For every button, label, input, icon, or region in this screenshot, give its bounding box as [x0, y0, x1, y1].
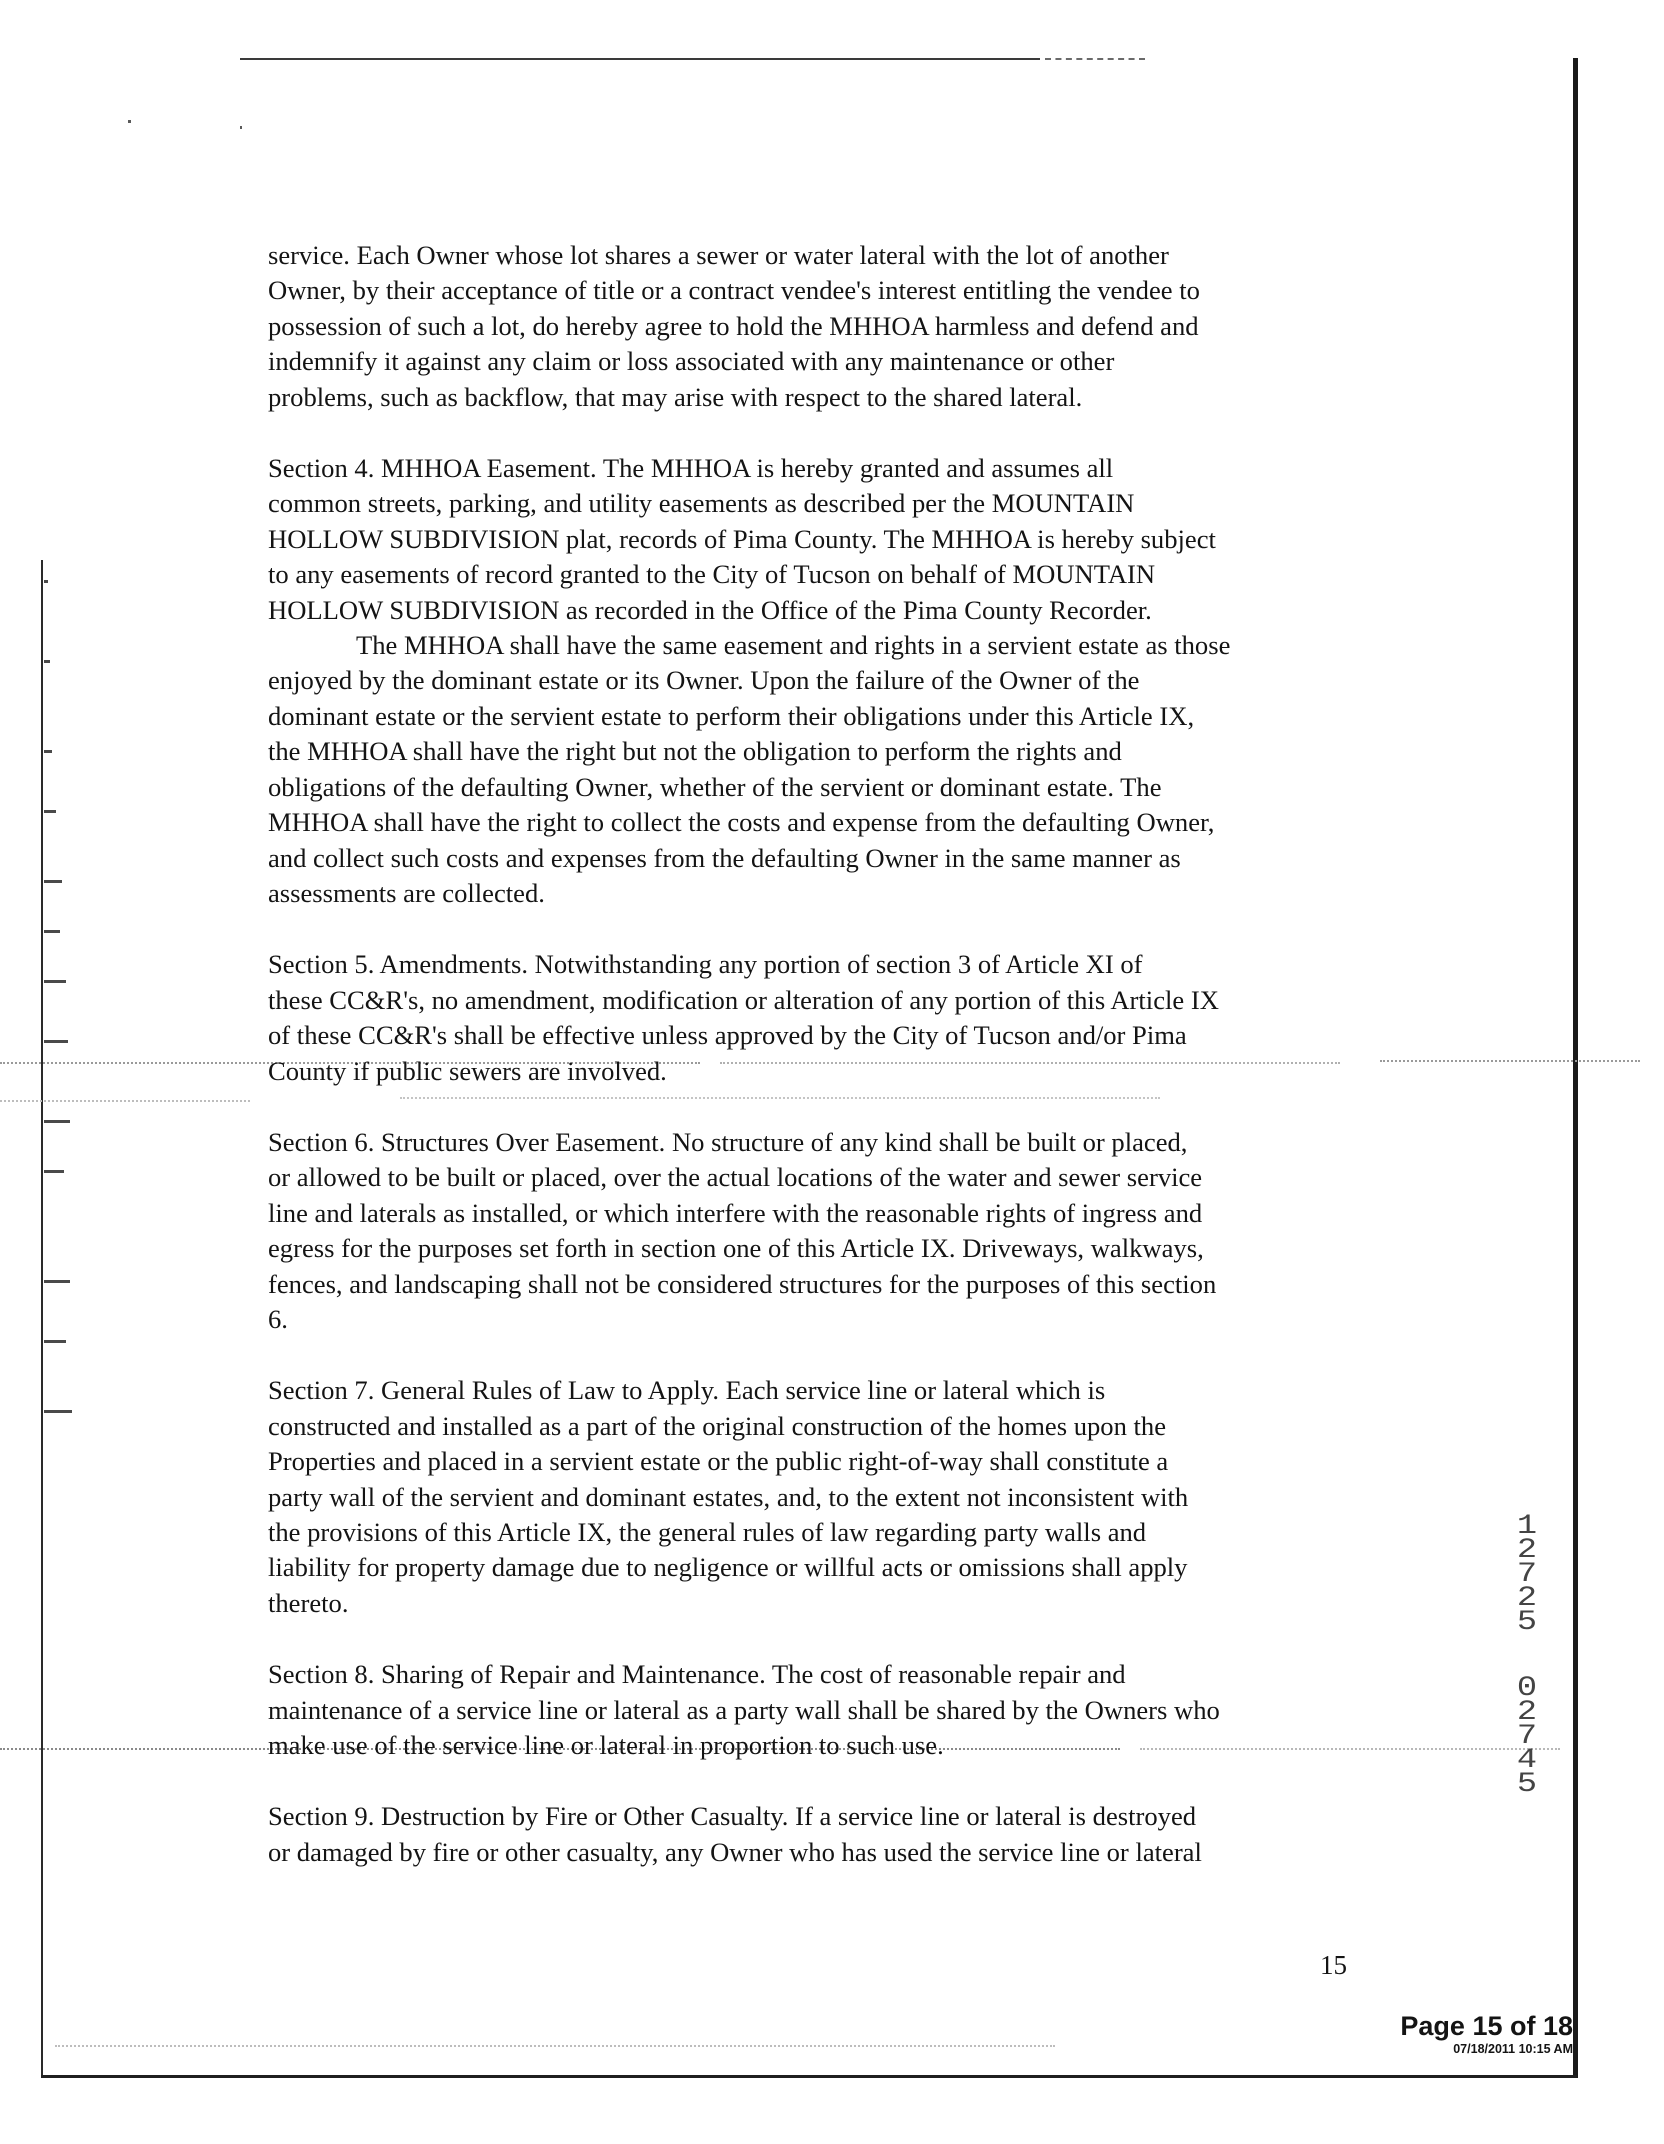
scan-right-border — [1573, 58, 1578, 2078]
scan-left-margin-marks — [44, 560, 74, 1460]
text-line: constructed and installed as a part of the original construction of the homes upon the — [268, 1410, 1167, 1441]
text-line: MHHOA shall have the right to collect the costs and expense from the defaulting Owner, — [268, 807, 1215, 838]
text-line: obligations of the defaulting Owner, whether of the servient or dominant estate. The — [268, 771, 1162, 802]
page-number: 15 — [1320, 1950, 1347, 1980]
docket-digit: 7 — [1516, 1559, 1538, 1590]
text-line: maintenance of a service line or lateral as a party wall shall be shared by the Owners who — [268, 1694, 1220, 1725]
text-line: County if public sewers are involved. — [268, 1055, 667, 1086]
text-line: Section 8. Sharing of Repair and Maintenance. The cost of reasonable repair and — [268, 1659, 1126, 1690]
text-line: The MHHOA shall have the same easement and rights in a servient estate as those — [356, 630, 1231, 661]
docket-number-vertical — [1512, 1511, 1542, 1800]
text-line: or damaged by fire or other casualty, any Owner who has used the service line or lateral — [268, 1836, 1202, 1867]
scan-speck — [128, 120, 131, 123]
text-line: dominant estate or the servient estate to perform their obligations under this Article IX, — [268, 700, 1195, 731]
scan-speck — [240, 126, 242, 129]
text-line: thereto. — [268, 1587, 349, 1618]
text-line: fences, and landscaping shall not be considered structures for the purposes of this section — [268, 1268, 1217, 1299]
docket-digit: 0 — [1516, 1673, 1538, 1704]
scan-left-border — [41, 560, 43, 2075]
text-line: Section 7. General Rules of Law to Apply. Each service line or lateral which is — [268, 1375, 1106, 1406]
text-line: Section 5. Amendments. Notwithstanding any portion of section 3 of Article XI of — [268, 949, 1143, 980]
text-line: enjoyed by the dominant estate or its Owner. Upon the failure of the Owner of the — [268, 665, 1140, 696]
paragraph-section-7 — [268, 1373, 1358, 1621]
text-line: the MHHOA shall have the right but not the obligation to perform the rights and — [268, 736, 1122, 767]
stamp-page-label: Page 15 of 18 — [1400, 2011, 1573, 2041]
paragraph-section-6 — [268, 1125, 1358, 1337]
text-line: or allowed to be built or placed, over the actual locations of the water and sewer service — [268, 1162, 1203, 1193]
text-line: problems, such as backflow, that may arise with respect to the shared lateral. — [268, 381, 1083, 412]
text-line: line and laterals as installed, or which interfere with the reasonable rights of ingress and — [268, 1197, 1203, 1228]
scan-noise-line — [55, 2045, 1055, 2047]
text-line: Owner, by their acceptance of title or a contract vendee's interest entitling the vendee to — [268, 275, 1200, 306]
text-line: service. Each Owner whose lot shares a sewer or water lateral with the lot of another — [268, 240, 1169, 270]
text-line: and collect such costs and expenses from the defaulting Owner in the same manner as — [268, 842, 1181, 873]
text-line: liability for property damage due to negligence or willful acts or omissions shall apply — [268, 1552, 1188, 1583]
text-line: egress for the purposes set forth in section one of this Article IX. Driveways, walkways, — [268, 1233, 1204, 1264]
text-line: make use of the service line or lateral in proportion to such use. — [268, 1730, 944, 1761]
docket-digit: 2 — [1516, 1583, 1538, 1614]
docket-digit: 7 — [1516, 1721, 1538, 1752]
text-line: to any easements of record granted to the City of Tucson on behalf of MOUNTAIN — [268, 559, 1156, 590]
docket-digit: 4 — [1516, 1745, 1538, 1776]
recorder-stamp — [1400, 2010, 1573, 2056]
docket-digit: 2 — [1516, 1697, 1538, 1728]
text-line: HOLLOW SUBDIVISION as recorded in the Office of the Pima County Recorder. — [268, 594, 1152, 625]
text-line: of these CC&R's shall be effective unless approved by the City of Tucson and/or Pima — [268, 1020, 1187, 1051]
scan-bottom-border — [41, 2075, 1577, 2078]
text-line: indemnify it against any claim or loss associated with any maintenance or other — [268, 346, 1115, 377]
docket-digit: 5 — [1516, 1607, 1538, 1638]
text-line: assessments are collected. — [268, 877, 545, 908]
docket-digit: 5 — [1516, 1769, 1538, 1800]
paragraph-section-8 — [268, 1657, 1358, 1763]
text-line: possession of such a lot, do hereby agree to hold the MHHOA harmless and defend and — [268, 310, 1199, 341]
text-line: these CC&R's, no amendment, modification or alteration of any portion of this Article IX — [268, 984, 1219, 1015]
text-line: common streets, parking, and utility easements as described per the MOUNTAIN — [268, 488, 1135, 519]
scan-top-rule — [240, 58, 1040, 60]
text-line: 6. — [268, 1303, 288, 1334]
text-line: Properties and placed in a servient estate or the public right-of-way shall constitute a — [268, 1446, 1169, 1477]
text-line: Section 4. MHHOA Easement. The MHHOA is hereby granted and assumes all — [268, 453, 1114, 484]
paragraph-shared-lateral — [268, 238, 1358, 415]
text-line: party wall of the servient and dominant estates, and, to the extent not inconsistent with — [268, 1481, 1189, 1512]
paragraph-section-9 — [268, 1799, 1358, 1870]
document-body — [268, 238, 1358, 1906]
stamp-timestamp: 07/18/2011 10:15 AM — [1453, 2042, 1573, 2056]
paragraph-section-5 — [268, 947, 1358, 1089]
scan-top-rule-dashed — [1045, 58, 1145, 60]
text-line: Section 9. Destruction by Fire or Other Casualty. If a service line or lateral is destroyed — [268, 1801, 1197, 1832]
docket-digit: 2 — [1516, 1535, 1538, 1566]
paragraph-section-4 — [268, 451, 1358, 911]
scan-noise-line — [0, 1100, 250, 1102]
scan-noise-line — [1380, 1060, 1640, 1062]
text-line: the provisions of this Article IX, the general rules of law regarding party walls and — [268, 1517, 1147, 1547]
text-line: Section 6. Structures Over Easement. No structure of any kind shall be built or placed, — [268, 1126, 1188, 1157]
docket-gap — [1509, 1635, 1545, 1677]
text-line: HOLLOW SUBDIVISION plat, records of Pima County. The MHHOA is hereby subject — [268, 523, 1216, 554]
docket-digit: 1 — [1516, 1511, 1538, 1542]
